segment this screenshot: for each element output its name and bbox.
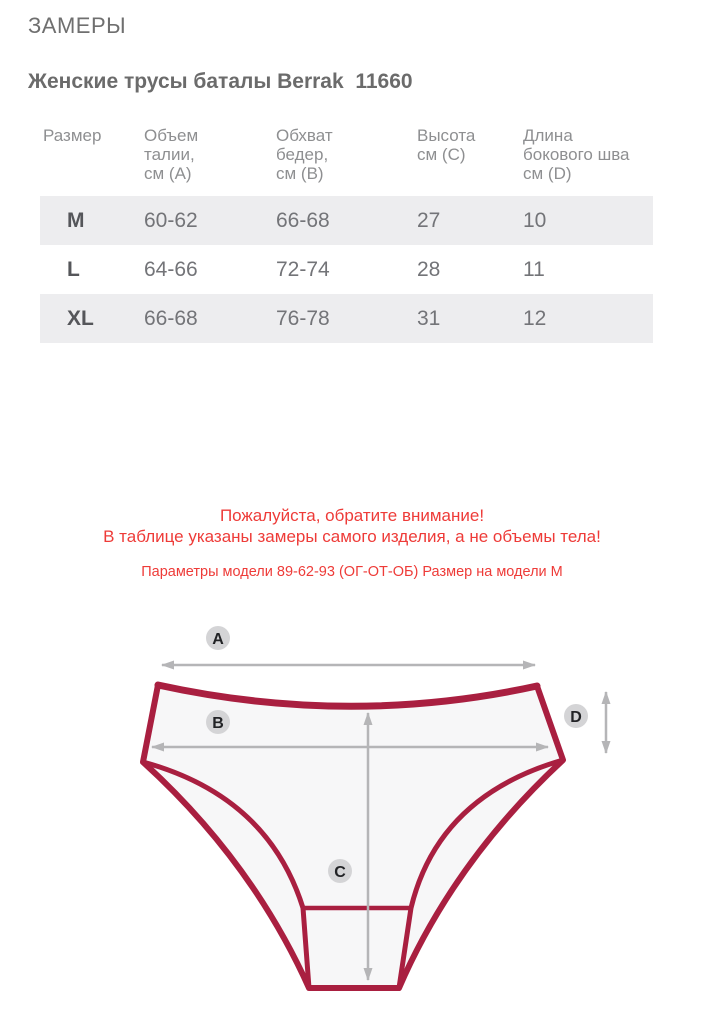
size-value: M — [67, 208, 85, 232]
page-section-title: ЗАМЕРЫ — [28, 13, 127, 38]
column-header-hips: Обхват бедер, см (B) — [276, 126, 333, 183]
table-row-m — [40, 196, 653, 245]
height-value: 31 — [417, 306, 441, 330]
notice-line-2: В таблице указаны замеры самого изделия, а не объемы тела! — [103, 526, 601, 546]
height-value: 28 — [417, 257, 441, 281]
size-value: L — [67, 257, 80, 281]
hips-value: 72-74 — [276, 257, 330, 281]
hips-value: 66-68 — [276, 208, 330, 232]
notice-line-1: Пожалуйста, обратите внимание! — [219, 506, 485, 525]
label-b: B — [212, 715, 224, 732]
size-table-header — [40, 120, 653, 196]
column-header-side-seam: Длина бокового шва см (D) — [523, 126, 630, 183]
table-row-l — [40, 245, 653, 294]
panty-measurement-diagram — [90, 605, 650, 1015]
height-value: 27 — [417, 208, 441, 232]
column-header-height: Высота см (C) — [417, 126, 476, 164]
product-title: Женские трусы баталы Berrak 11660 — [28, 70, 413, 93]
size-table — [40, 120, 653, 343]
waist-value: 60-62 — [144, 208, 198, 232]
waist-value: 66-68 — [144, 306, 198, 330]
notice-block — [0, 506, 704, 583]
side-seam-value: 11 — [523, 257, 545, 281]
panty-outline — [143, 685, 563, 988]
label-c: C — [334, 864, 346, 881]
label-a: A — [212, 631, 224, 648]
table-row-xl — [40, 294, 653, 343]
hips-value: 76-78 — [276, 306, 330, 330]
size-value: XL — [67, 306, 94, 330]
side-seam-value: 10 — [523, 208, 547, 232]
side-seam-value: 12 — [523, 306, 547, 330]
label-d: D — [570, 709, 582, 726]
notice-model-params: Параметры модели 89-62-93 (ОГ-ОТ-ОБ) Размер на модели M — [141, 564, 563, 580]
column-header-waist: Объем талии, см (A) — [144, 126, 199, 183]
column-header-size: Размер — [43, 126, 102, 145]
waist-value: 64-66 — [144, 257, 198, 281]
